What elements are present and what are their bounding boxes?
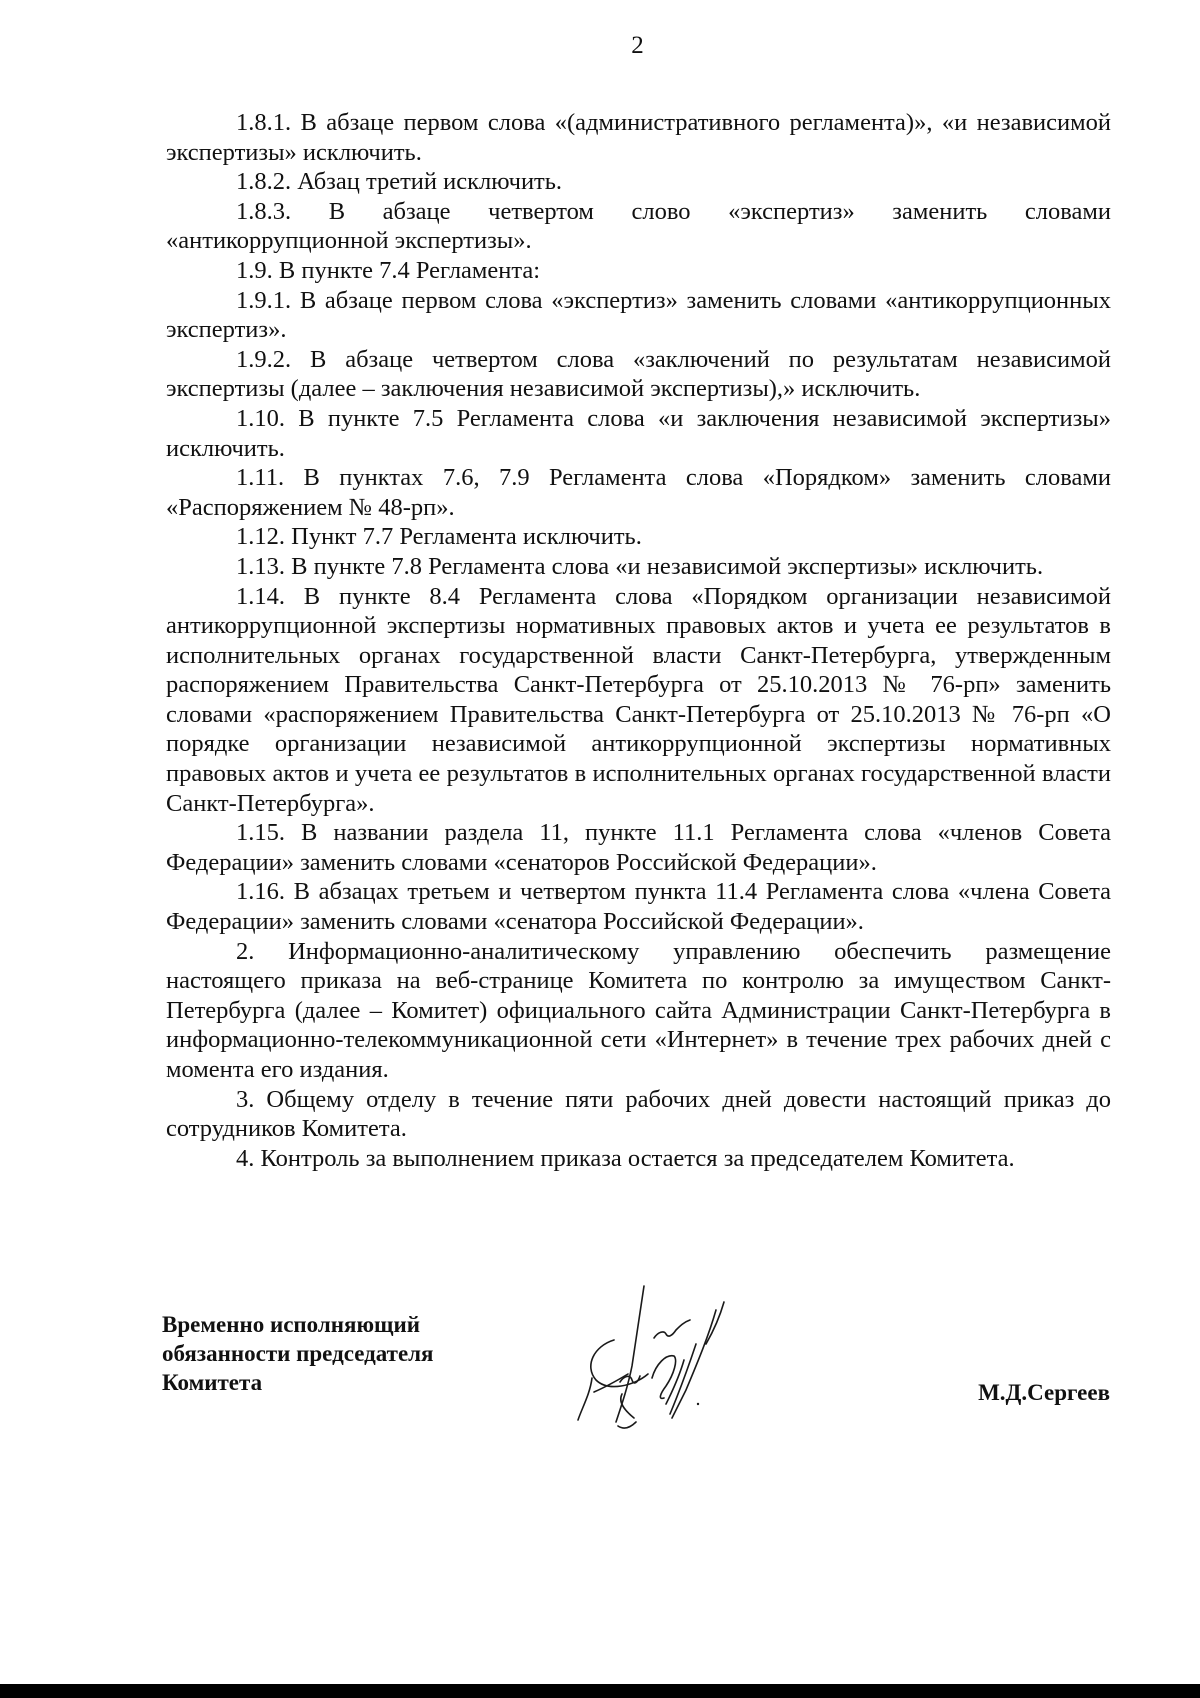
handwritten-signature [574,1282,739,1432]
paragraph-1-9: 1.9. В пункте 7.4 Регламента: [236,256,541,284]
signer-title-line: обязанности председателя [162,1341,434,1366]
paragraph-1-16: 1.16. В абзацах третьем и четвертом пункта 11.4 Регламента слова «члена Совета Федерации» заменить словами «сенатора Российской Федерации». [166,878,1111,936]
signer-title-line: Комитета [162,1370,263,1395]
paragraph-1-8-3: 1.8.3. В абзаце четвертом слово «экспертиз» заменить словами «антикоррупционной экспертизы». [166,197,1111,255]
paragraph-1-8-2: 1.8.2. Абзац третий исключить. [236,168,563,196]
paragraph-3: 3. Общему отделу в течение пяти рабочих дней довести настоящий приказ до сотрудников Комитета. [166,1085,1111,1143]
paragraph-2: 2. Информационно-аналитическому управлению обеспечить размещение настоящего приказа на веб-странице Комитета по контролю за имуществом Санкт-Петербурга (далее – Комитет) официального сайта Администрации Санкт-Петербурга в информационно-телекоммуникационной сети «Интернет» в течение трех рабочих дней с момента его издания. [166,937,1111,1083]
paragraph-1-15: 1.15. В названии раздела 11, пункте 11.1 Регламента слова «членов Совета Федерации» заменить словами «сенаторов Российской Федерации». [166,819,1111,876]
scan-edge-bar [0,1684,1200,1698]
signature-block [162,1310,1122,1430]
paragraph-1-13: 1.13. В пункте 7.8 Регламента слова «и независимой экспертизы» исключить. [236,552,1044,580]
paragraph-1-9-1: 1.9.1. В абзаце первом слова «экспертиз» заменить словами «антикоррупционных экспертиз». [166,286,1111,344]
paragraph-1-11: 1.11. В пунктах 7.6, 7.9 Регламента слова «Порядком» заменить словами «Распоряжением № 48-рп». [166,464,1111,521]
signer-title [162,1310,434,1397]
paragraph-1-12: 1.12. Пункт 7.7 Регламента исключить. [236,523,642,551]
signer-name: М.Д.Сергеев [978,1380,1110,1405]
paragraph-1-14: 1.14. В пункте 8.4 Регламента слова «Порядком организации независимой антикоррупционной экспертизы нормативных правовых актов и учета ее результатов в исполнительных органах государственной власти Санкт-Петербурга, утвержденным распоряжением Правительства Санкт-Петербурга от 25.10.2013 № 76-рп» заменить словами «распоряжением Правительства Санкт-Петербурга от 25.10.2013 № 76-рп «О порядке организации независимой антикоррупционной экспертизы нормативных правовых актов и учета ее результатов в исполнительных органах государственной власти Санкт-Петербурга». [166,582,1111,817]
signer-title-line: Временно исполняющий [162,1312,420,1337]
document-body [166,108,1111,1173]
paragraph-1-10: 1.10. В пункте 7.5 Регламента слова «и заключения независимой экспертизы» исключить. [166,404,1111,462]
page-number: 2 [631,32,644,59]
paragraph-1-8-1: 1.8.1. В абзаце первом слова «(административного регламента)», «и независимой экспертизы» исключить. [166,109,1111,166]
paragraph-4: 4. Контроль за выполнением приказа остается за председателем Комитета. [236,1144,1015,1172]
paragraph-1-9-2: 1.9.2. В абзаце четвертом слова «заключений по результатам независимой экспертизы (далее – заключения независимой экспертизы),» исключить. [166,345,1111,403]
